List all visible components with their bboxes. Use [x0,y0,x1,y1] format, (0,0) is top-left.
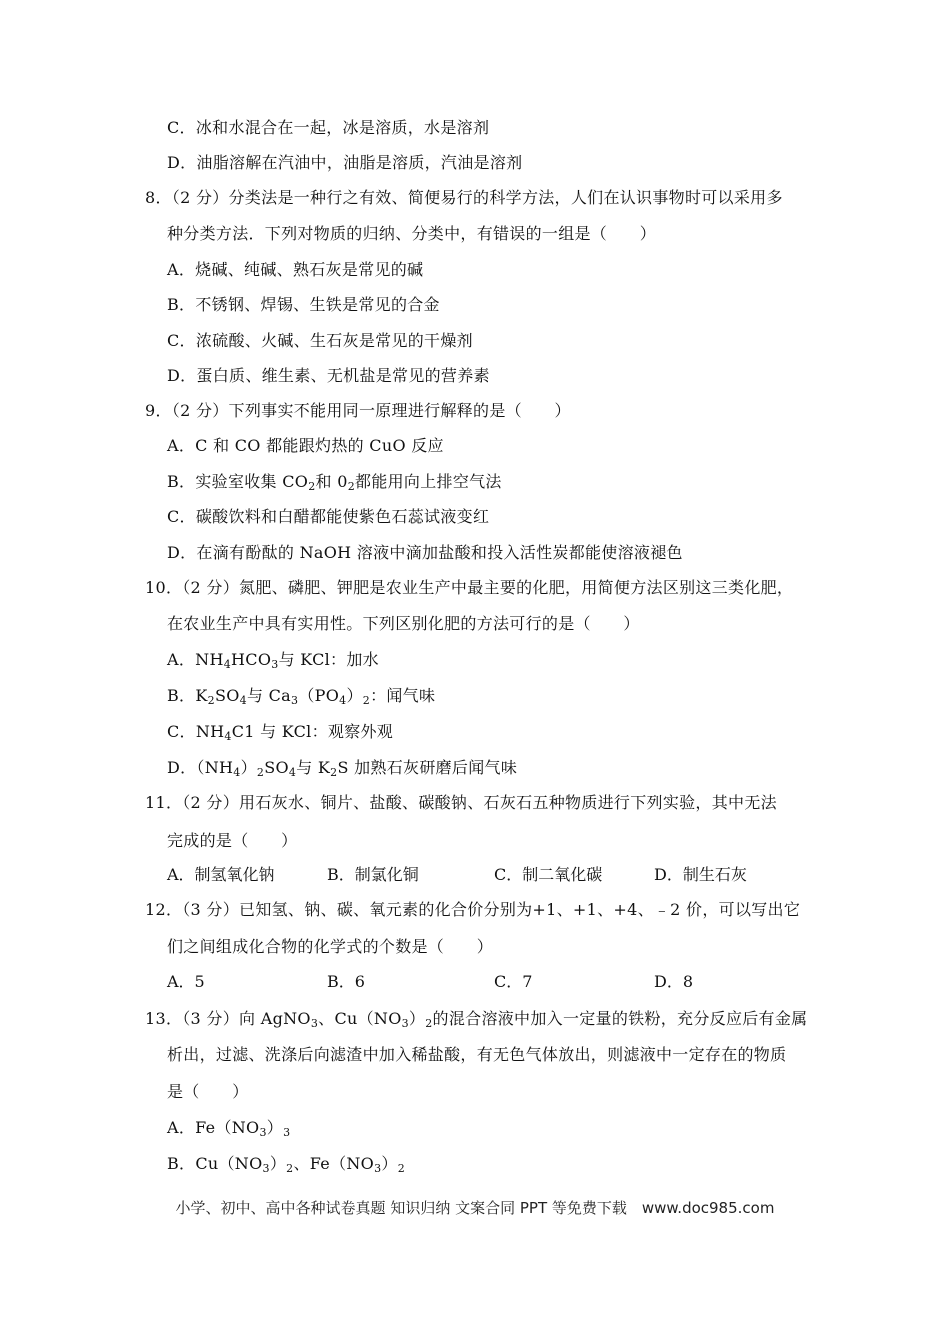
q13-stem-line3: 是（ ） [167,1082,249,1101]
q12-option-a: A．5 [167,972,205,991]
q13-option-a: A．$Fe(NO_3)_3$ [167,1118,291,1139]
q11-stem-line1: 11．（2 分）用石灰水、铜片、盐酸、碳酸钠、石灰石五种物质进行下列实验，其中无法 [145,793,777,812]
q9-option-a: A．C 和 CO 都能跟灼热的 CuO 反应 [167,436,444,455]
q10-option-c: C．$NH_4C1$ 与 KCl：观察外观 [167,722,394,743]
page-footer: 小学、初中、高中各种试卷真题 知识归纳 文案合同 PPT 等免费下载 www.doc985.com [175,1199,775,1217]
q7-option-d: D．油脂溶解在汽油中，油脂是溶质，汽油是溶剂 [167,153,523,172]
q10-option-d: D．$(NH_4)_2SO_4$与 $K_2S$ 加熟石灰研磨后闻气味 [167,758,518,779]
q10-stem-line1: 10．（2 分）氮肥、磷肥、钾肥是农业生产中最主要的化肥，用简便方法区别这三类化肥， [145,578,794,597]
q12-option-d: D．8 [654,972,694,991]
q11-option-d: D．制生石灰 [654,865,747,884]
q8-option-b: B．不锈钢、焊锡、生铁是常见的合金 [167,295,440,314]
q12-option-c: C．7 [494,972,533,991]
q10-option-a: A．$NH_4HCO_3$与 KCl：加水 [167,650,379,671]
q12-option-b: B．6 [327,972,365,991]
q11-stem-line2: 完成的是（ ） [167,831,298,850]
q9-stem: 9．（2 分）下列事实不能用同一原理进行解释的是（ ） [145,401,571,420]
q11-option-c: C．制二氧化碳 [494,865,603,884]
q13-stem-line1: 13．（3 分）向 AgNO$_3$、$Cu(NO_3)_2$的混合溶液中加入一定量的铁粉，充分反应后有金属 [145,1009,808,1030]
q10-option-b: B．$K_2SO_4$与 $Ca_3(PO_4)_2$：闻气味 [167,686,436,707]
q8-option-c: C．浓硫酸、火碱、生石灰是常见的干燥剂 [167,331,473,350]
q8-option-a: A．烧碱、纯碱、熟石灰是常见的碱 [167,260,424,279]
q13-option-b: B．$Cu(NO_3)_2$、$Fe(NO_3)_2$ [167,1154,406,1175]
q12-stem-line1: 12．（3 分）已知氢、钠、碳、氧元素的化合价分别为+1、+1、+4、﹣2 价，可以写出它 [145,900,801,919]
q8-stem-line1: 8．（2 分）分类法是一种行之有效、简便易行的科学方法，人们在认识事物时可以采用多 [145,188,783,207]
q9-option-d: D．在滴有酚酞的 NaOH 溶液中滴加盐酸和投入活性炭都能使溶液褪色 [167,543,683,562]
q13-stem-line2: 析出，过滤、洗涤后向滤渣中加入稀盐酸，有无色气体放出，则滤液中一定存在的物质 [167,1045,787,1064]
q10-stem-line2: 在农业生产中具有实用性。下列区别化肥的方法可行的是（ ） [167,614,640,633]
q12-stem-line2: 们之间组成化合物的化学式的个数是（ ） [167,937,494,956]
q8-option-d: D．蛋白质、维生素、无机盐是常见的营养素 [167,366,490,385]
q7-option-c: C．冰和水混合在一起，冰是溶质，水是溶剂 [167,118,490,137]
q11-option-a: A．制氢氧化钠 [167,865,275,884]
q11-option-b: B．制氯化铜 [327,865,419,884]
q9-option-b: B．实验室收集 $CO_2$和 $0_2$都能用向上排空气法 [167,472,502,493]
q9-option-c: C．碳酸饮料和白醋都能使紫色石蕊试液变红 [167,507,490,526]
q8-stem-line2: 种分类方法．下列对物质的归纳、分类中，有错误的一组是（ ） [167,224,657,243]
